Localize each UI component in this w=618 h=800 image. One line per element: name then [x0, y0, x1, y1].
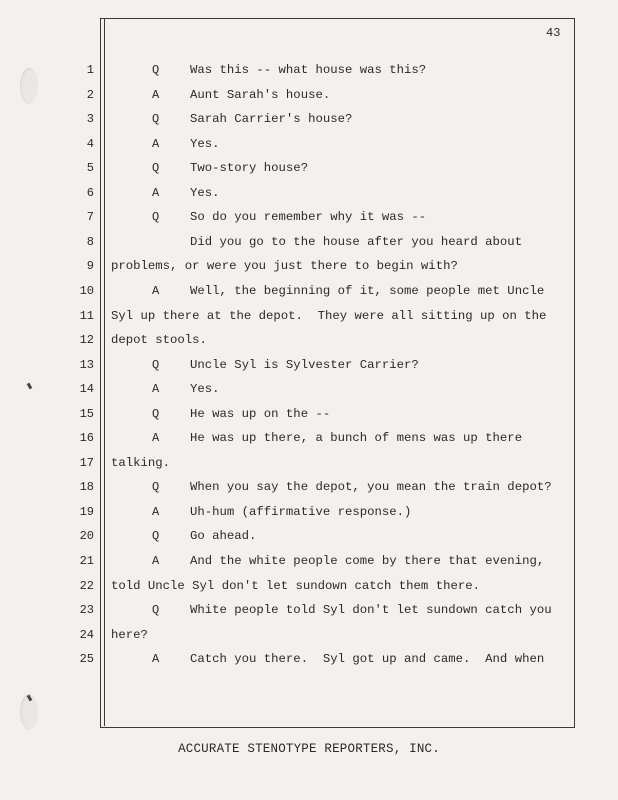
line-text: Yes. — [190, 382, 220, 397]
line-text: Catch you there. Syl got up and came. And when — [190, 652, 545, 667]
line-number: 3 — [86, 112, 94, 127]
transcript-line — [0, 307, 618, 325]
transcript-line — [0, 110, 618, 128]
line-number: 2 — [86, 87, 94, 102]
line-number: 19 — [79, 504, 94, 519]
speaker-label: A — [152, 136, 160, 151]
line-number: 23 — [79, 603, 94, 618]
transcript-line — [0, 552, 618, 570]
line-text: Well, the beginning of it, some people met Uncle — [190, 283, 545, 298]
speaker-label: Q — [152, 161, 160, 176]
line-text: Syl up there at the depot. They were all sitting up on the — [111, 308, 547, 323]
line-number: 10 — [79, 283, 94, 298]
line-text: Go ahead. — [190, 529, 257, 544]
line-text: Uh-hum (affirmative response.) — [190, 504, 412, 519]
line-number: 9 — [86, 259, 94, 274]
speaker-label: A — [152, 652, 160, 667]
line-number: 6 — [86, 185, 94, 200]
transcript-line — [0, 86, 618, 104]
line-text: White people told Syl don't let sundown catch you — [190, 603, 552, 618]
transcript-line — [0, 331, 618, 349]
transcript-line — [0, 282, 618, 300]
transcript-line — [0, 429, 618, 447]
speaker-label: Q — [152, 480, 160, 495]
transcript-line — [0, 380, 618, 398]
line-number: 25 — [79, 652, 94, 667]
reporter-footer: ACCURATE STENOTYPE REPORTERS, INC. — [178, 742, 440, 756]
speaker-label: Q — [152, 529, 160, 544]
transcript-line — [0, 356, 618, 374]
transcript-line — [0, 135, 618, 153]
line-text: Yes. — [190, 185, 220, 200]
line-text: And the white people come by there that evening, — [190, 554, 545, 568]
line-number: 8 — [86, 234, 94, 249]
line-text: talking. — [111, 455, 171, 470]
line-number: 17 — [79, 455, 94, 470]
speaker-label: Q — [152, 357, 160, 372]
line-text: problems, or were you just there to begin with? — [111, 259, 458, 274]
line-number: 12 — [79, 333, 94, 348]
transcript-line — [0, 527, 618, 545]
transcript-line — [0, 601, 618, 619]
line-text: He was up on the -- — [190, 406, 331, 421]
transcript-line — [0, 454, 618, 472]
transcript-line — [0, 650, 618, 668]
line-number: 16 — [79, 431, 94, 446]
line-text: Sarah Carrier's house? — [190, 112, 353, 127]
speaker-label: Q — [152, 603, 160, 618]
line-number: 24 — [79, 627, 94, 642]
line-text: When you say the depot, you mean the train depot? — [190, 480, 552, 495]
line-number: 4 — [86, 136, 94, 151]
line-number: 21 — [79, 554, 94, 568]
line-number: 15 — [79, 406, 94, 421]
transcript-line — [0, 626, 618, 644]
line-number: 22 — [79, 578, 94, 593]
line-text: Yes. — [190, 136, 220, 151]
transcript-line — [0, 577, 618, 595]
speaker-label: Q — [152, 112, 160, 127]
page-number: 43 — [546, 26, 561, 40]
speaker-label: A — [152, 504, 160, 519]
transcript-line — [0, 159, 618, 177]
transcript-line — [0, 208, 618, 226]
transcript-line — [0, 478, 618, 496]
transcript-line — [0, 184, 618, 202]
transcript-line — [0, 503, 618, 521]
line-number: 11 — [79, 308, 94, 323]
line-number: 18 — [79, 480, 94, 495]
line-text: Did you go to the house after you heard about — [190, 234, 523, 249]
line-number: 20 — [79, 529, 94, 544]
speaker-label: A — [152, 283, 160, 298]
transcript-line — [0, 405, 618, 423]
line-text: He was up there, a bunch of mens was up there — [190, 431, 523, 446]
line-number: 14 — [79, 382, 94, 397]
speaker-label: Q — [152, 406, 160, 421]
speaker-label: A — [152, 431, 160, 446]
line-text: Two-story house? — [190, 161, 309, 176]
line-number: 1 — [86, 63, 94, 77]
speaker-label: A — [152, 87, 160, 102]
line-text: So do you remember why it was -- — [190, 210, 427, 225]
speaker-label: A — [152, 185, 160, 200]
line-text: Aunt Sarah's house. — [190, 87, 331, 102]
transcript-line — [0, 233, 618, 251]
line-text: Was this -- what house was this? — [190, 63, 427, 77]
line-number: 13 — [79, 357, 94, 372]
line-number: 5 — [86, 161, 94, 176]
speaker-label: A — [152, 554, 160, 568]
line-text: told Uncle Syl don't let sundown catch them there. — [111, 578, 480, 593]
line-number: 7 — [86, 210, 94, 225]
line-text: depot stools. — [111, 333, 207, 348]
speaker-label: Q — [152, 63, 160, 77]
line-text: Uncle Syl is Sylvester Carrier? — [190, 357, 419, 372]
transcript-line — [0, 257, 618, 275]
transcript-line — [0, 61, 618, 79]
speaker-label: Q — [152, 210, 160, 225]
speaker-label: A — [152, 382, 160, 397]
line-text: here? — [111, 627, 148, 642]
